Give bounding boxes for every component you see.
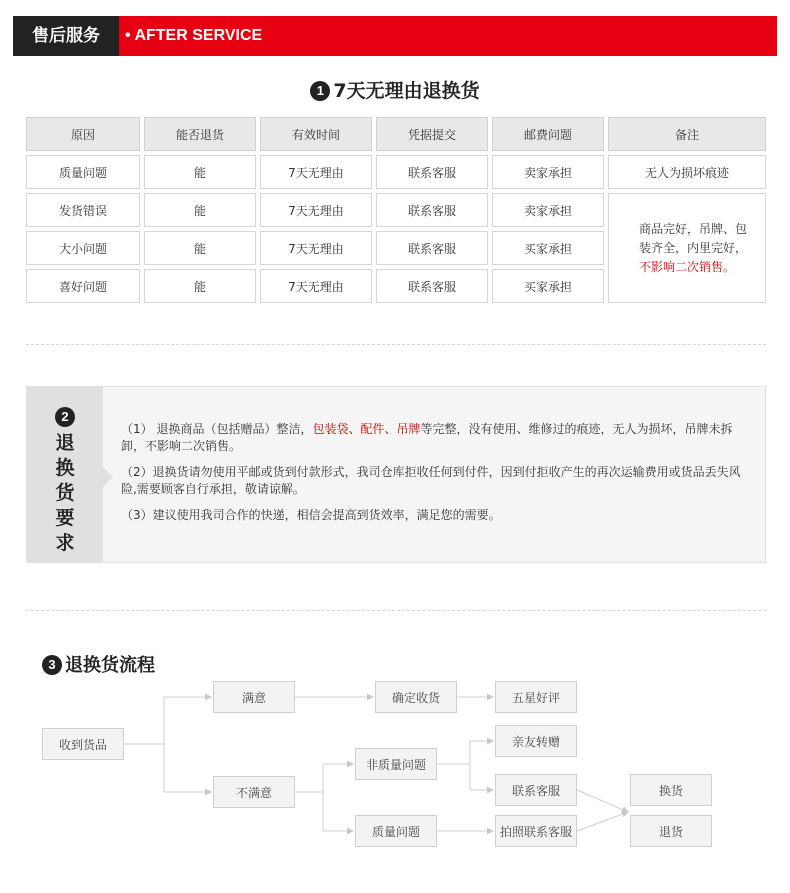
table-cell: 喜好问题 [26,269,140,303]
flow-node-photo-contact: 拍照联系客服 [495,815,577,847]
title-char: 要 [55,507,75,529]
table-cell: 卖家承担 [492,193,604,227]
flow-node-five-star: 五星好评 [495,681,577,713]
flow-node-unsatisfied: 不满意 [213,776,295,808]
table-cell: 能 [144,155,256,189]
table-header-cell: 有效时间 [260,117,372,151]
title-char: 退 [55,432,75,454]
number-badge-3: 3 [42,655,62,675]
flow-node-refund: 退货 [630,815,712,847]
table-header-cell: 凭据提交 [376,117,488,151]
requirement-item-2: （2）退换货请勿使用平邮或货到付款形式，我司仓库拒收任何到付件，因到付拒收产生的再次运输费用或货品丢失风险,需要顾客自行承担，敬请谅解。 [121,465,741,496]
banner-cn-title: 售后服务 [13,16,119,56]
requirement-1-part-b: 等完整，没有使用、维修过的痕迹，无人为损坏，吊牌未拆卸，不影响二次销售。 [121,422,733,453]
number-badge-1: 1 [310,81,330,101]
table-header-cell: 能否退货 [144,117,256,151]
table-cell: 质量问题 [26,155,140,189]
title-char: 求 [55,532,75,554]
table-cell: 7天无理由 [260,231,372,265]
flow-node-exchange: 换货 [630,774,712,806]
table-cell: 联系客服 [376,155,488,189]
table-cell: 7天无理由 [260,269,372,303]
table-cell: 无人为损坏痕迹 [608,155,766,189]
table-header-cell: 原因 [26,117,140,151]
flow-node-gift: 亲友转赠 [495,725,577,757]
table-cell: 卖家承担 [492,155,604,189]
number-badge-2: 2 [55,407,75,427]
table-cell: 发货错误 [26,193,140,227]
table-cell: 能 [144,231,256,265]
table-cell: 7天无理由 [260,193,372,227]
table-cell: 7天无理由 [260,155,372,189]
requirement-1-highlight: 包装袋、配件、吊牌 [312,422,421,436]
table-header-cell: 备注 [608,117,766,151]
table-cell: 买家承担 [492,231,604,265]
table-cell: 联系客服 [376,231,488,265]
flow-node-contact: 联系客服 [495,774,577,806]
flow-node-non-quality: 非质量问题 [355,748,437,780]
note-text: 商品完好，吊牌、包装齐全，内里完好， [639,221,748,255]
section3-title-text: 退换货流程 [65,655,155,676]
table-cell: 买家承担 [492,269,604,303]
table-header-cell: 邮费问题 [492,117,604,151]
table-cell: 能 [144,269,256,303]
banner-en-title: • AFTER SERVICE [125,27,263,44]
flow-node-satisfied: 满意 [213,681,295,713]
section1-title-text: 7天无理由退换货 [333,80,480,102]
flow-node-receive: 收到货品 [42,728,124,760]
table-cell: 联系客服 [376,193,488,227]
title-char: 换 [55,457,75,479]
title-char: 货 [55,482,75,504]
flow-node-confirm: 确定收货 [375,681,457,713]
table-cell: 能 [144,193,256,227]
note-highlight: 不影响二次销售。 [639,259,736,274]
requirement-item-3: （3）建议使用我司合作的快递，相信会提高到货效率，满足您的需要。 [121,508,501,522]
flow-node-quality: 质量问题 [355,815,437,847]
requirement-1-part-a: （1） 退换商品（包括赠品）整洁， [121,422,313,436]
table-cell: 大小问题 [26,231,140,265]
table-cell: 联系客服 [376,269,488,303]
